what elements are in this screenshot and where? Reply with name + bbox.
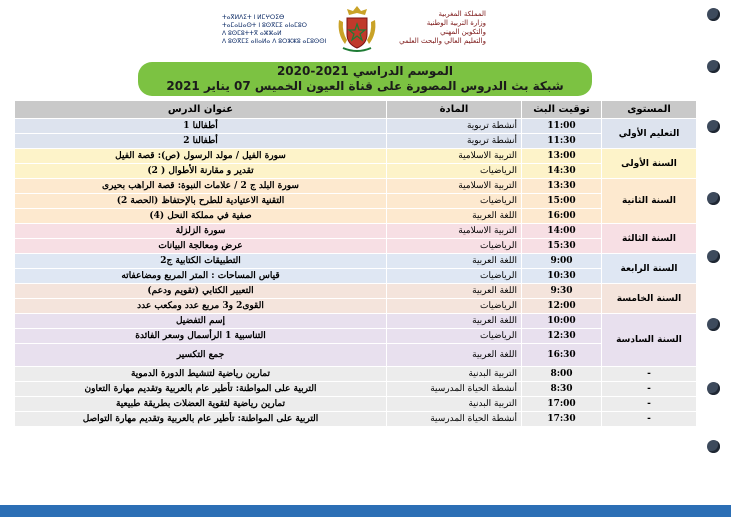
time-cell: 8:00 <box>522 367 602 382</box>
level-cell: التعليم الأولي <box>602 119 697 149</box>
lesson-cell: سورة البلد ج 2 / علامات النبوة: قصة الراهب بحيرى <box>15 179 387 194</box>
school-year-title: الموسم الدراسي 2021-2020 <box>276 64 454 78</box>
subject-cell: اللغة العربية <box>387 254 522 269</box>
bottom-accent-bar <box>0 505 731 517</box>
time-cell: 14:30 <box>522 164 602 179</box>
subject-cell: التربية الاسلامية <box>387 149 522 164</box>
table-row <box>15 329 697 344</box>
table-row <box>15 194 697 209</box>
binder-ring-icon <box>707 318 720 331</box>
subject-cell: الرياضيات <box>387 194 522 209</box>
level-cell: السنة الثانية <box>602 179 697 224</box>
time-cell: 11:00 <box>522 119 602 134</box>
table-row <box>15 254 697 269</box>
subject-cell: التربية الاسلامية <box>387 179 522 194</box>
subject-cell: اللغة العربية <box>387 284 522 299</box>
level-cell: - <box>602 412 697 427</box>
table-row <box>15 382 697 397</box>
table-row <box>15 134 697 149</box>
lesson-cell: تقدير و مقارنة الأطوال ( 2) <box>15 164 387 179</box>
level-cell: - <box>602 397 697 412</box>
time-cell: 14:00 <box>522 224 602 239</box>
binder-ring-icon <box>707 382 720 395</box>
lesson-cell: تمارين رياضية لتقوية العضلات بطريقة طبيعية <box>15 397 387 412</box>
time-cell: 10:30 <box>522 269 602 284</box>
header-lesson: عنوان الدرس <box>15 101 387 119</box>
arabic-line-4: والتعليم العالي والبحث العلمي <box>399 37 486 45</box>
table-row <box>15 269 697 284</box>
table-row <box>15 344 697 367</box>
lesson-cell: صفية في مملكة النحل (4) <box>15 209 387 224</box>
time-cell: 16:00 <box>522 209 602 224</box>
tifinagh-line-3: ⴷ ⵓⵙⵎⵓⵜⵜⴳ ⴰⵣⵣⴰⵍ <box>222 30 282 37</box>
lesson-cell: التربية على المواطنة: تأطير عام بالعربية وتقديم مهارة التواصل <box>15 412 387 427</box>
tifinagh-line-4: ⴷ ⵓⵙⴳⵎⵉ ⴰⵏⵏⴰⵍⴰ ⴷ ⵓⵔⵣⵣⵓ ⴰⵎⵓⵙⵙⵏ <box>222 38 327 45</box>
table-row <box>15 224 697 239</box>
level-cell: السنة الثالثة <box>602 224 697 254</box>
subject-cell: الرياضيات <box>387 299 522 314</box>
time-cell: 9:00 <box>522 254 602 269</box>
ministry-header <box>210 4 510 56</box>
time-cell: 9:30 <box>522 284 602 299</box>
time-cell: 16:30 <box>522 344 602 367</box>
arabic-line-2: وزارة التربية الوطنية <box>426 19 486 27</box>
table-row <box>15 164 697 179</box>
time-cell: 10:00 <box>522 314 602 329</box>
table-row <box>15 284 697 299</box>
time-cell: 12:30 <box>522 329 602 344</box>
lesson-cell: أطفالنا 2 <box>15 134 387 149</box>
tifinagh-line-1: ⵜⴰⴳⵍⴷⵉⵜ ⵏ ⵍⵎⵖⵔⵉⴱ <box>222 14 285 21</box>
lesson-cell: التقنية الاعتيادية للطرح بالإحتفاظ (الحصة 2) <box>15 194 387 209</box>
subject-cell: التربية الاسلامية <box>387 224 522 239</box>
table-row <box>15 239 697 254</box>
table-row <box>15 397 697 412</box>
table-body <box>15 119 697 427</box>
lesson-cell: عرض ومعالجة البيانات <box>15 239 387 254</box>
lesson-cell: التناسبية 1 الرأسمال وسعر الفائدة <box>15 329 387 344</box>
subject-cell: الرياضيات <box>387 164 522 179</box>
binder-ring-icon <box>707 250 720 263</box>
table-row <box>15 179 697 194</box>
lesson-cell: التعبير الكتابي (تقويم ودعم) <box>15 284 387 299</box>
subject-cell: اللغة العربية <box>387 209 522 224</box>
time-cell: 13:30 <box>522 179 602 194</box>
time-cell: 15:00 <box>522 194 602 209</box>
binder-rings <box>703 0 727 500</box>
table-row <box>15 412 697 427</box>
binder-ring-icon <box>707 120 720 133</box>
header-level: المستوى <box>602 101 697 119</box>
broadcast-schedule-table <box>14 100 697 427</box>
header-subject: المادة <box>387 101 522 119</box>
time-cell: 17:00 <box>522 397 602 412</box>
table-row <box>15 119 697 134</box>
binder-ring-icon <box>707 192 720 205</box>
arabic-line-3: والتكوين المهني <box>440 28 486 36</box>
subject-cell: اللغة العربية <box>387 344 522 367</box>
table-row <box>15 314 697 329</box>
time-cell: 11:30 <box>522 134 602 149</box>
lesson-cell: جمع التكسير <box>15 344 387 367</box>
subject-cell: التربية البدنية <box>387 367 522 382</box>
lesson-cell: تمارين رياضية لتنشيط الدورة الدموية <box>15 367 387 382</box>
table-row <box>15 299 697 314</box>
time-cell: 8:30 <box>522 382 602 397</box>
time-cell: 13:00 <box>522 149 602 164</box>
time-cell: 12:00 <box>522 299 602 314</box>
lesson-cell: التربية على المواطنة: تأطير عام بالعربية وتقديم مهارة التعاون <box>15 382 387 397</box>
lesson-cell: قياس المساحات : المتر المربع ومضاعفاته <box>15 269 387 284</box>
table-row <box>15 209 697 224</box>
subject-cell: أنشطة تربوية <box>387 134 522 149</box>
subject-cell: التربية البدنية <box>387 397 522 412</box>
binder-ring-icon <box>707 60 720 73</box>
tifinagh-line-2: ⵜⴰⵎⴰⵡⴰⵙⵜ ⵏ ⵓⵙⴳⵎⵉ ⴰⵏⴰⵎⵓⵔ <box>222 22 308 29</box>
level-cell: السنة الخامسة <box>602 284 697 314</box>
level-cell: - <box>602 367 697 382</box>
time-cell: 17:30 <box>522 412 602 427</box>
lesson-cell: التطبيقات الكتابية ج2 <box>15 254 387 269</box>
lesson-cell: القوى2 و3 مربع عدد ومكعب عدد <box>15 299 387 314</box>
binder-ring-icon <box>707 8 720 21</box>
lesson-cell: سورة الزلزلة <box>15 224 387 239</box>
arabic-line-1: المملكة المغربية <box>438 10 486 18</box>
subject-cell: أنشطة الحياة المدرسية <box>387 382 522 397</box>
level-cell: - <box>602 382 697 397</box>
title-banner <box>138 62 592 96</box>
header-time: توقيت البث <box>522 101 602 119</box>
time-cell: 15:30 <box>522 239 602 254</box>
table-header-row <box>15 101 697 119</box>
level-cell: السنة الرابعة <box>602 254 697 284</box>
subject-cell: الرياضيات <box>387 239 522 254</box>
table-row <box>15 367 697 382</box>
level-cell: السنة السادسة <box>602 314 697 367</box>
subject-cell: اللغة العربية <box>387 314 522 329</box>
level-cell: السنة الأولى <box>602 149 697 179</box>
subject-cell: أنشطة تربوية <box>387 119 522 134</box>
subject-cell: الرياضيات <box>387 329 522 344</box>
lesson-cell: إسم التفضيل <box>15 314 387 329</box>
lesson-cell: سورة الفيل / مولد الرسول (ص): قصة الفيل <box>15 149 387 164</box>
binder-ring-icon <box>707 440 720 453</box>
table-row <box>15 149 697 164</box>
arabic-ministry-name <box>366 10 486 46</box>
lesson-cell: أطفالنا 1 <box>15 119 387 134</box>
subject-cell: الرياضيات <box>387 269 522 284</box>
broadcast-schedule-title: شبكة بث الدروس المصورة على قناة العيون الخميس 07 يناير 2021 <box>166 79 564 93</box>
tifinagh-ministry-name <box>222 14 342 46</box>
subject-cell: أنشطة الحياة المدرسية <box>387 412 522 427</box>
